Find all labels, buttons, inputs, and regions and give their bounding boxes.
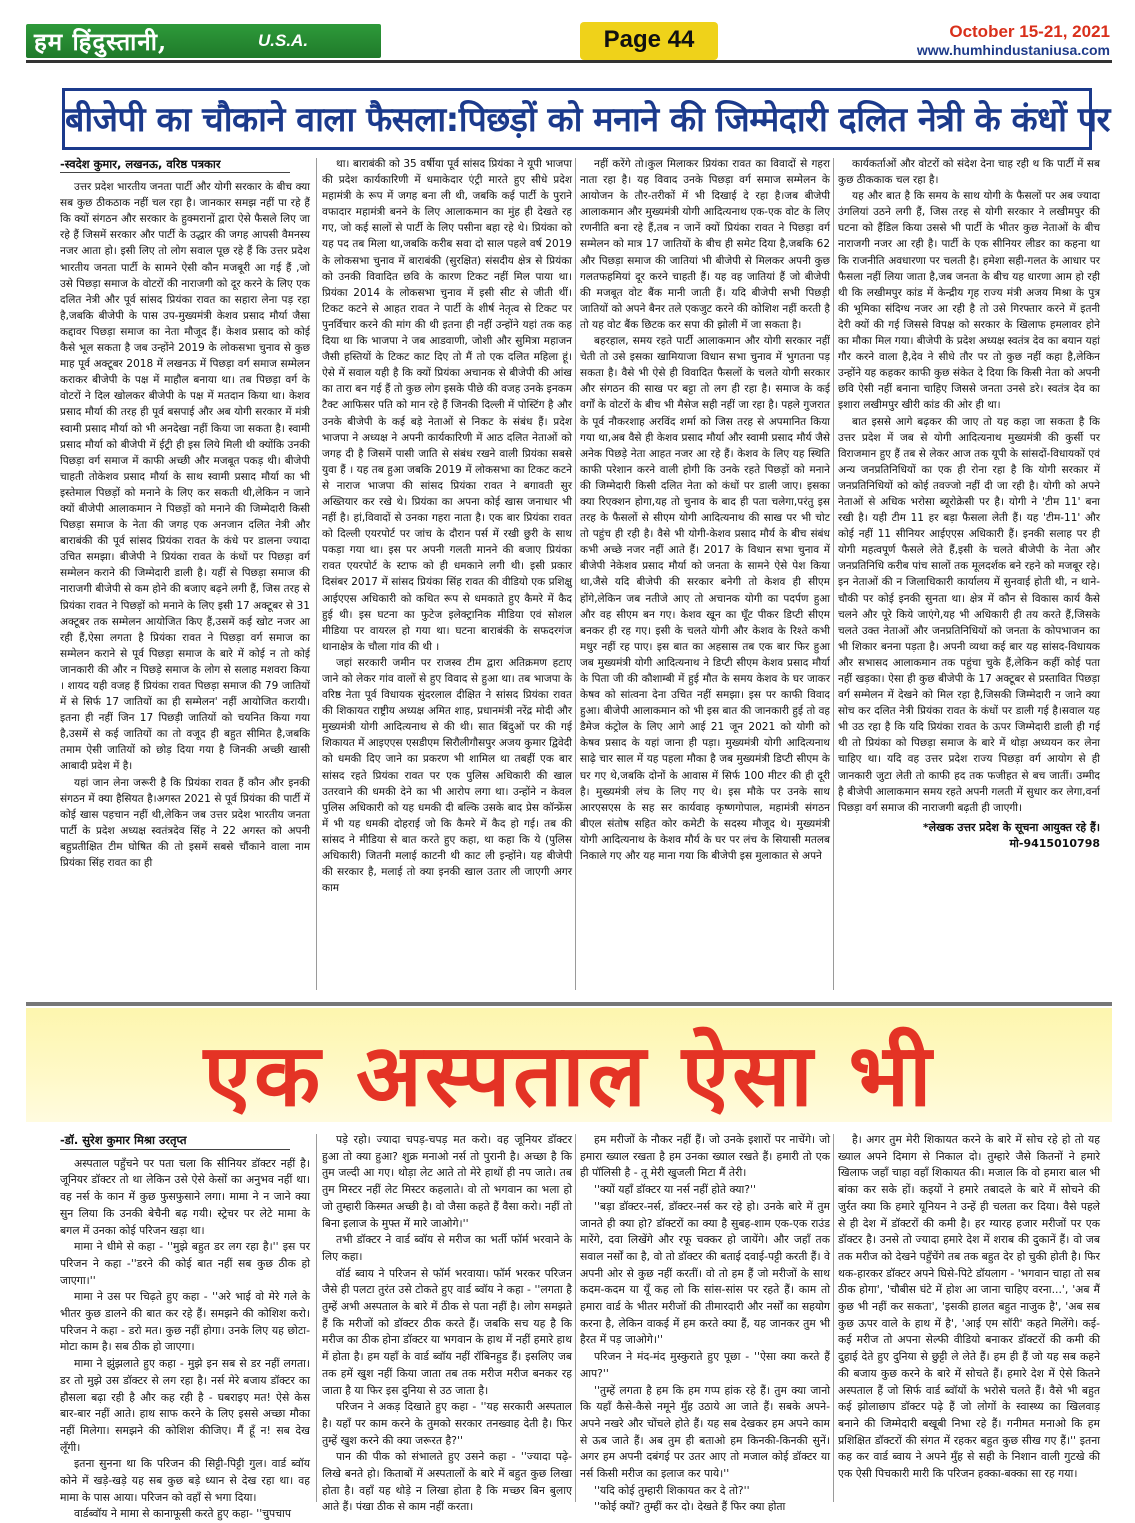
paragraph: ''कोई क्यों? तुम्हीं कर दो। देखते हैं फिर क्या होता: [594, 1500, 786, 1514]
paragraph: तभी डॉक्टर ने वार्ड ब्वॉय से मरीज का भर्ती फॉर्म भरवाने के लिए कहा।: [322, 1233, 572, 1263]
brand-logo: [26, 24, 381, 58]
masthead: [26, 20, 1112, 92]
column-rule: [833, 158, 834, 990]
story1-column-3: [580, 156, 830, 994]
paragraph: वॉर्ड ब्वाय ने परिजन से फॉर्म भरवाया। फॉर्म भरकर परिजन जैसे ही पलटा तुरंत उसे टोकते हुए वार्ड ब्वॉय ने कहा - ''लगता है तुम्हें अभी अस्पताल के बारे में ठीक से पता नहीं है। लोग समझते हैं कि मरीजों को डॉक्टर ठीक करते हैं। जबकि सच यह है कि मरीज का ठीक होना डॉक्टर या भगवान के हाथ में नहीं हमारे हाथ में होता है। हम यहाँ के वार्ड ब्वॉय नहीं रॉबिनहुड हैं। इसलिए जब तक हमें खुश नहीं किया जाता तब तक मरीज मरीज बनकर रह जाता है या फिर इस दुनिया से उठ जाता है।: [322, 1266, 572, 1397]
paragraph: मामा ने झुंझलाते हुए कहा - मुझे इन सब से डर नहीं लगता। डर तो मुझे उस डॉक्टर से लग रहा है। नर्स मेरे बजाय डॉक्टर का हौसला बढ़ा रही है और कह रही है - घबराइए मत! ऐसे केस बार-बार नहीं आते। हाथ साफ करने के लिए इससे अच्छा मौका नहीं मिलेगा। समझने की कोशिश कीजिए। मैं हूँ न! सब देख लूँगी।: [60, 1357, 310, 1454]
paragraph: यहां जान लेना जरूरी है कि प्रियंका रावत हैं कौन और इनकी संगठन में क्या हैसियत है।अगस्त 2021 से पूर्व प्रियंका की पार्टी में कोई खास पहचान नहीं थी,लेकिन जब उत्तर प्रदेश भारतीय जनता पार्टी के प्रदेश अध्यक्ष स्वतंत्रदेव सिंह ने 22 अगस्त को अपनी बहुप्रतीक्षित टीम घोषित की तो इसमें सबसे चौंकाने वाला नाम प्रियंका सिंह रावत का ही: [60, 776, 310, 870]
paragraph: कार्यकर्ताओं और वोटरों को संदेश देना चाह रही थ कि पार्टी में सब कुछ ठीककाक चल रहा है।: [838, 158, 1100, 187]
website-link[interactable]: www.humhindustaniusa.com: [916, 42, 1110, 58]
masthead-rule: [26, 60, 1112, 63]
issue-date: October 15-21, 2021: [949, 22, 1110, 41]
story2-byline: -डॉ. सुरेश कुमार मिश्रा उरतृप्त: [60, 1133, 187, 1147]
story1-column-1: [60, 156, 310, 994]
author-note: *लेखक उत्तर प्रदेश के सूचना आयुक्त रहे हैं।: [922, 820, 1100, 834]
story2-column-3: [580, 1132, 830, 1514]
paragraph: पड़े रहो। ज्यादा चपड़-चपड़ मत करो। वह जूनियर डॉक्टर हुआ तो क्या हुआ? शुक्र मनाओ नर्स तो पुरानी है। अच्छा है कि तुम जल्दी आ गए। थोड़ा लेट आते तो मेरे हाथों ही नप जाते। तब तुम मिस्टर नहीं लेट मिस्टर कहलाते। वो तो भगवान का भला हो जो तुम्हारी किस्मत अच्छी है। वो जैसा कहते हैं वैसा करो। नहीं तो बिना इलाज के मुफ्त में मारे जाओगे।'': [322, 1133, 572, 1230]
paragraph: अस्पताल पहुँचने पर पता चला कि सीनियर डॉक्टर नहीं है। जूनियर डॉक्टर तो था लेकिन उसे ऐसे केसों का अनुभव नहीं था। वह नर्स के कान में कुछ फुसफुसाने लगा। मामा ने न जाने क्या सुन लिया कि उनकी बेचैनी बढ़ गयी। स्ट्रेचर पर लेटे मामा के बगल में उनका कोई परिजन खड़ा था।: [60, 1156, 310, 1237]
paragraph: ''क्यों यहाँ डॉक्टर या नर्स नहीं होते क्या?'': [594, 1183, 756, 1197]
paragraph: बात इससे आगे बढ़कर की जाए तो यह कहा जा सकता है कि उत्तर प्रदेश में जब से योगी आदित्यनाथ मुख्यमंत्री की कुर्सी पर विराजमान हुए हैं तब से लेकर आज तक यूपी के सांसदों-विधायकों एवं अन्य जनप्रतिनिधियों का एक ही रोना रहा है कि योगी सरकार में जनप्रतिनिधियों को कोई तवज्जो नहीं दी जा रही है। योगी को अपने नेताओं से अधिक भरोसा ब्यूरोक्रेसी पर है। योगी ने 'टीम 11' बना रखी है। यही टीम 11 हर बड़ा फैसला लेती हैं। यह 'टीम-11' और कोई नहीं 11 सीनियर आईएएस अधिकारी हैं। इनकी सलाह पर ही योगी महत्वपूर्ण फैसले लेते हैं,इसी के चलते बीजेपी के नेता और जनप्रतिनिधि करीब पांच सालों तक मूलदर्शक बने रहने को मजबूर रहे। इन नेताओं की न जिलाधिकारी कार्यालय में सुनवाई होती थी, न थाने-चौकी पर कोई इनकी सुनता था। क्षेत्र में कौन से विकास कार्य कैसे चलने और पूरे किये जाएंगे,यह भी अधिकारी ही तय करते हैं,जिसके चलते उक्त नेताओं और जनप्रतिनिधियों को जनता के कोपभाजन का भी शिकार बनना पड़ता है। अपनी व्यथा कई बार यह सांसद-विधायक और सभासद आलाकमान तक पहुंचा चुके हैं,लेकिन कहीं कोई पता नहीं खड़का। ऐसा ही कुछ बीजेपी के 17 अक्टूबर से प्रस्तावित पिछड़ा वर्ग सम्मेलन में देखने को मिल रहा है,जिसकी जिम्मेदारी न जाने क्या सोच कर दलित नेत्री प्रियंका रावत के कंधों पर डाली गई है।सवाल यह भी उठ रहा है कि यदि प्रियंका रावत के ऊपर जिम्मेदारी डाली ही गई थी तो प्रियंका को पिछड़ा समाज के बारे में थोड़ा अध्ययन कर लेना चाहिए था। यदि वह उत्तर प्रदेश राज्य पिछड़ा वर्ग आयोग से ही जानकारी जुटा लेती तो काफी हद तक फजीहत से बच जातीं। उम्मीद है बीजेपी आलाकमान समय रहते अपनी गलती में सुधार कर लेगा,वर्ना पिछड़ा वर्ग समाज की नाराजगी बढ़ती ही जाएगी।: [838, 415, 1100, 814]
paragraph: हम मरीजों के नौकर नहीं हैं। जो उनके इशारों पर नाचेंगे। जो हमारा ख्याल रखता है हम उनका ख्याल रखते हैं। हमारी तो एक ही पॉलिसी है - तू मेरी खुजली मिटा मैं तेरी।: [580, 1133, 830, 1180]
story2-column-4: [838, 1132, 1100, 1504]
byline-rule: [60, 172, 290, 173]
paragraph: बहरहाल, समय रहते पार्टी आलाकमान और योगी सरकार नहीं चेती तो उसे इसका खामियाजा विधान सभा चुनाव में भुगतना पड़ सकता है। वैसे भी ऐसे ही विवादित फैसलों के चलते योगी सरकार और संगठन की साख पर बट्टा तो लग ही रहा है। समाज के कई वर्गों के वोटरों के बीच भी मैसेज सही नहीं जा रहा है। पहले गुजरात के पूर्व नौकरशाह अरविंद शर्मा को जिस तरह से अपमानित किया गया था,अब वैसे ही केशव प्रसाद मौर्या और स्वामी प्रसाद मौर्य जैसे अनेक पिछड़े नेता आहत नजर आ रहे हैं। केशव के लिए यह स्थिति काफी परेशान करने वाली होगी कि उनके रहते पिछड़ों को मनाने की जिम्मेदारी किसी दलित नेता को कंधों पर डाली जाए। इसका क्या रिएक्शन होगा,यह तो चुनाव के बाद ही पता चलेगा,परंतु इस तरह के फैसलों से सीएम योगी आदित्यनाथ की साख पर भी चोट तो पहुंच ही रही है। वैसे भी योगी-केशव प्रसाद मौर्य के बीच संबंध कभी अच्छे नजर नहीं आते हैं। 2017 के विधान सभा चुनाव में बीजेपी नेकेशव प्रसाद मौर्या को जनता के सामने ऐसे पेश किया था,जैसे यदि बीजेपी की सरकार बनेगी तो केशव ही सीएम होंगे,लेकिन जब नतीजे आए तो अचानक योगी का पदर्पण हुआ और वह सीएम बन गए। केशव खून का घूँट पीकर डिप्टी सीएम बनकर ही रह गए। इसी के चलते योगी और केशव के रिश्ते कभी मधुर नहीं रह पाए। इस बात का अहसास तब एक बार फिर हुआ जब मुख्यमंत्री योगी आदित्यनाथ ने डिप्टी सीएम केशव प्रसाद मौर्या के पिता जी की कौशाम्बी में हुई मौत के समय केशव के घर जाकर केषव को सांत्वना देना उचित नहीं समझा। इस पर काफी विवाद हुआ। बीजेपी आलाकमान को भी इस बात की जानकारी हुई तो वह डैमेज कंट्रोल के लिए आगे आई 21 जून 2021 को योगी को केषव प्रसाद के यहां जाना ही पड़ा। मुख्यमंत्री योगी आदित्यनाथ साढ़े चार साल में यह पहला मौका है जब मुख्यमंत्री डिप्टी सीएम के घर गए थे,जबकि दोनों के आवास में सिर्फ 100 मीटर की ही दूरी है। मुख्यमंत्री लंच के लिए गए थे। इस मौके पर उनके साथ आरएसएस के सह सर कार्यवाह कृष्णगोपाल, महामंत्री संगठन बीएल संतोष सहित कोर कमेटी के सदस्य मौजूद थे। मुख्यमंत्री योगी आदित्यनाथ के केशव मौर्य के घर पर लंच के सियासी मतलब निकाले गए और यह माना गया कि बीजेपी इस मुलाकात से अपने: [580, 335, 830, 863]
column-rule: [575, 1134, 576, 1502]
story2-column-1: [60, 1132, 310, 1521]
column-rule: [316, 1134, 317, 1502]
page-number: Page 44: [603, 26, 695, 53]
column-rule: [316, 158, 317, 990]
story2-banner: [26, 1008, 1112, 1126]
column-rule: [575, 158, 576, 990]
brand-suffix: U.S.A.: [258, 31, 309, 50]
story2-headline: एक अस्पताल ऐसा भी: [203, 1026, 935, 1126]
paragraph: था। बाराबंकी को 35 वर्षीया पूर्व सांसद प्रियंका ने यूपी भाजपा की प्रदेश कार्यकारिणी में धमाकेदार एंट्री मारते हुए सीधे प्रदेश महामंत्री के रूप में जगह बना ली थी, जबकि कई पार्टी के पुराने वफादार महामंत्री बनने के लिए आलाकमान का मुंह ही देखते रह गए, जो कई सालों से पार्टी के लिए पसीना बहा रहे थे। प्रियंका को यह पद तब मिला था,जबकि करीब सवा दो साल पहले वर्ष 2019 के लोकसभा चुनाव में बाराबंकी (सुरक्षित) संसदीय क्षेत्र से प्रियंका को उनकी विवादित छवि के कारण टिकट नहीं मिल पाया था। प्रियंका 2014 के लोकसभा चुनाव में इसी सीट से जीती थीं। टिकट कटने से आहत रावत ने पार्टी के शीर्ष नेतृत्व से टिकट पर पुनर्विचार करने की मांग की थी इतना ही नहीं उन्होंने यहां तक कह दिया था कि भाजपा ने जब आडवाणी, जोशी और सुमित्रा महाजन जैसी हस्तियों के टिकट काट दिए तो मैं तो एक दलित महिला हूं। ऐसे में सवाल यही है कि क्यों प्रियंका अचानक से बीजेपी की आंख का तारा बन गई हैं तो कुछ लोग इसके पीछे की वजह उनके इनकम टैक्ट आफिसर पति को मान रहे हैं जिनकी दिल्ली में पोस्टिंग है और उनके बीजेपी के कई बड़े नेताओं से निकट के संबंध हैं। प्रदेश भाजपा ने अध्यक्ष ने अपनी कार्यकारिणी में आठ दलित नेताओं को जगह दी है जिसमें पासी जाति से संबंध रखने वाली प्रियंका सबसे युवा हैं । यह तब हुआ जबकि 2019 में लोकसभा का टिकट कटने से नाराज भाजपा की सांसद प्रियंका रावत ने बगावती सुर अख्तियार कर रखे थे। प्रियंका का अपना कोई खास जनाधार भी नहीं है। हां,विवादों से उनका गहरा नाता है। एक बार प्रियंका रावत को दिल्ली एयरपोर्ट पर जांच के दौरान पर्स में रखी छुरी के साथ पकड़ा गया था। इस पर अपनी गलती मानने की बजाए प्रियंका रावत एयरपोर्ट के स्टाफ को ही धमकाने लगी थी। इसी प्रकार दिसंबर 2017 में सांसद प्रियंका सिंह रावत की वीडियो एक प्रशिक्षु आईएएस अधिकारी को कथित रूप से धमकाते हुए कैमरे में कैद हुई थी। इस घटना का फुटेज इलेक्ट्रानिक मीडिया एवं सोशल मीडिया पर वायरल हो गया था। घटना बाराबंकी के सफदरगंज थानाक्षेत्र के चौला गांव की थी ।: [322, 158, 572, 653]
story1-headline-box: [62, 88, 1110, 150]
paragraph: पान की पीक को संभालते हुए उसने कहा - ''ज्यादा पढ़े-लिखे बनते हो। किताबों में अस्पतालों के बारे में बहुत कुछ लिखा होता है। वहाँ यह थोड़े न लिखा होता है कि मच्छर बिन बुलाए आते हैं। पंखा ठीक से काम नहीं करता।: [322, 1450, 572, 1514]
paragraph: है। अगर तुम मेरी शिकायत करने के बारे में सोच रहे हो तो यह ख्याल अपने दिमाग से निकाल दो। तुम्हारे जैसे कितनों ने हमारे खिलाफ जहाँ चाहा वहाँ शिकायत की। मजाल कि वो हमारा बाल भी बांका कर सके हों। कइयों ने हमारे तबादले के बारे में सोचने की जुर्रत क्या कि हमारे यूनियन ने उन्हें ही चलता कर दिया। वैसे पहले से ही देश में डॉक्टरों की कमी है। हर ग्यारह हजार मरीजों पर एक डॉक्टर है। उनसे तो ज्यादा हमारे देश में शराब की दुकानें हैं। वो जब तक मरीज को देखने पहुँचेंगे तब तक बहुत देर हो चुकी होती है। फिर थक-हारकर डॉक्टर अपने घिसे-पिटे डॉयलाग - 'भगवान चाहा तो सब ठीक होगा', 'चौबीस घंटे में होश आ जाना चाहिए वरना...', 'अब मैं कुछ भी नहीं कर सकता', 'इसकी हालत बहुत नाजुक है', 'अब सब कुछ ऊपर वाले के हाथ में है', 'आई एम सॉरी' कहते मिलेंगे। कई-कई मरीज तो अपना सेल्फी वीडियो बनाकर डॉक्टरों की कमी की दुहाई देते हुए दुनिया से छुट्टी ले लेते हैं। हम ही हैं जो यह सब कहने की बजाय कुछ करने के बारे में सोचते हैं। हमारे देश में ऐसे कितने अस्पताल हैं जो सिर्फ वार्ड ब्वॉयों के भरोसे चलते हैं। वैसे भी बहुत कई झोलाछाप डॉक्टर पढ़े हैं जो लोगों के स्वास्थ्य का खिलवाड़ बनाने की जिम्मेदारी बखूबी निभा रहे हैं। गनीमत मनाओ कि हम प्रशिक्षित डॉक्टरों की संगत में रहकर बहुत कुछ सीख गए हैं।'' इतना कह कर वार्ड ब्वाय ने अपने मुँह से सही के निशान वाली गुटखे की एक ऐसी पिचकारी मारी कि परिजन हक्का-बक्का सा रह गया।: [838, 1133, 1101, 1481]
paragraph: ''तुम्हें लगता है हम कि हम गप्प हांक रहे हैं। तुम क्या जानो कि यहाँ कैसे-कैसे नमूने मुँह उठाये आ जाते हैं। सबके अपने-अपने नखरे और चोंचले होते हैं। यह सब देखकर हम अपने काम से ऊब जाते हैं। अब तुम ही बताओ हम किनकी-किनकी सुनें। अगर हम अपनी दबंगई पर उतर आए तो मजाल कोई डॉक्टर या नर्स किसी मरीज का इलाज कर पाये।'': [580, 1383, 830, 1481]
paragraph: इतना सुनना था कि परिजन की सिट्टी-पिट्टी गुल। वार्ड ब्वॉय कोने में खड़े-खड़े यह सब कुछ बड़े ध्यान से देख रहा था। वह मामा के पास आया। परिजन को वहाँ से भगा दिया।: [60, 1457, 310, 1504]
paragraph: ''यदि कोई तुम्हारी शिकायत कर दे तो?'': [594, 1483, 750, 1497]
story1-byline: -स्वदेश कुमार, लखनऊ, वरिष्ठ पत्रकार: [60, 157, 221, 171]
story-divider: [26, 1002, 1112, 1006]
paragraph: जहां सरकारी जमीन पर राजस्व टीम द्वारा अतिक्रमण हटाए जाने को लेकर गांव वालों से हुए विवाद से हुआ था। तब भाजपा के वरिष्ठ नेता पूर्व विधायक सुंदरलाल दीक्षित ने सांसद प्रियंका रावत की शिकायत राष्ट्रीय अध्यक्ष अमित शाह, प्रधानमंत्री नरेंद्र मोदी और मुख्यमंत्री योगी आदित्यनाथ से की थी। सात बिंदुओं पर की गई शिकायत में आइएएस एसडीएम सिरौलीगौसपुर अजय कुमार द्विवेदी को धमकी दिए जाने का प्रकरण भी शामिल था तबहीं एक बार सांसद रहते प्रियंका रावत पर एक पुलिस अधिकारी की खाल उतरवाने की धमकी देने का भी आरोप लगा था। उन्होंने न केवल पुलिस अधिकारी को यह धमकी दी बल्कि उसके बाद प्रेस कॉन्फ्रेंस में भी यह धमकी दोहराई जो कि कैमरे में कैद हो गई। तब की सांसद ने मीडिया से बात करते हुए कहा, था कहा कि ये (पुलिस अधिकारी) जितनी मलाई काटनी थी काट ली इन्होंने। यह बीजेपी की सरकार है, मलाई तो क्या इनकी खाल उतार ली जाएगी अगर काम: [322, 656, 572, 895]
paragraph: मामा ने उस पर चिढ़ते हुए कहा - ''अरे भाई वो मेरे गले के भीतर कुछ डालने की बात कर रहे हैं। समझने की कोशिश करो। परिजन ने कहा - डरो मत। कुछ नहीं होगा। उनके लिए यह छोटा-मोटा काम है। सब ठीक हो जाएगा।: [60, 1290, 310, 1354]
story1-column-2: [322, 156, 572, 994]
story1-body: [60, 156, 1100, 994]
paragraph: मामा ने धीमे से कहा - ''मुझे बहुत डर लग रहा है।'' इस पर परिजन ने कहा -''डरने की कोई बात नहीं सब कुछ ठीक हो जाएगा।'': [60, 1240, 310, 1287]
page-number-tab: [580, 22, 718, 60]
paragraph: ''बड़ा डॉक्टर-नर्स, डॉक्टर-नर्स कर रहे हो। उनके बारे में तुम जानते ही क्या हो? डॉक्टरों का क्या है सुबह-शाम एक-एक राउंड मारेंगे, दवा लिखेंगे और रफू चक्कर हो जायेंगे। और जहाँ तक सवाल नर्सों का है, वो तो डॉक्टर की बताई दवाई-पट्टी करती हैं। वे अपनी ओर से कुछ नहीं करतीं। वो तो हम हैं जो मरीजों के साथ कदम-कदम या यूँ कह लो कि सांस-सांस पर रहते हैं। काम तो हमारा वार्ड के भीतर मरीजों की तीमारदारी और नर्सों का सहयोग करना है, लेकिन वाकई में हम करते क्या हैं, यह जानकर तुम भी हैरत में पड़ जाओगे।'': [580, 1199, 830, 1347]
paragraph: उत्तर प्रदेश भारतीय जनता पार्टी और योगी सरकार के बीच क्या सब कुछ ठीकठाक नहीं चल रहा है। जानकार समझ नहीं पा रहे हैं कि क्यों संगठन और सरकार के हुक्मरानों द्वारा ऐसे फैसले लिए जा रहे हैं जिसमें सरकार और पार्टी के उद्धार की जगह आपसी वैमनस्य नजर आता हो। इसी लिए तो लोग सवाल पूछ रहे हैं कि उत्तर प्रदेश भारतीय जनता पार्टी के सामने ऐसी कौन मजबूरी आ गई हैं ,जो उसे पिछड़ा समाज के वोटरों की नाराजगी को दूर करने के लिए एक दलित नेत्री और पूर्व सांसद प्रियंका रावत का सहारा लेना पड़ रहा है,जबकि बीजेपी के पास उप-मुख्यमंत्री केशव प्रसाद मौर्या जैसा कद्दावर पिछड़ा समाज का नेता मौजूद हैं। केशव प्रसाद को कोई कैसे भूल सकता है जब उन्होंने 2019 के लोकसभा चुनाव से कुछ माह पूर्व अक्टूबर 2018 में लखनऊ में पिछड़ा वर्ग समाज सम्मेलन कराकर बीजेपी के पक्ष में माहौल बनाया था। तब पिछड़ा वर्ग के वोटरों ने दिल खोलकर बीजेपी के पक्ष में मतदान किया था। केशव प्रसाद मौर्या की तरह ही पूर्व बसपाई और अब योगी सरकार में मंत्री स्वामी प्रसाद मौर्या को भी अनदेखा नहीं किया जा सकता है। स्वामी प्रसाद मौर्या को बीजेपी में ईट्री ही इस लिये मिली थी क्योंकि उनकी पिछड़ा वर्ग समाज में काफी अच्छी और मजबूत पकड़ थी। बीजेपी चाहती तोकेशव प्रसाद मौर्या के साथ स्वामी प्रसाद मौर्या का भी इस्तेमाल पिछड़ों को मनाने के लिए कर सकती थी,लेकिन न जाने क्यों बीजेपी आलाकमान ने पिछड़ों को मनाने की जिम्मेदारी किसी पिछड़ा समाज के नेता की जगह एक अनजान दलित नेत्री और बाराबंकी की पूर्व सांसद प्रियंका रावत के कंधे पर डालना ज्यादा उचित समझा। बीजेपी ने प्रियंका रावत के कंधों पर पिछड़ा वर्ग सम्मेलन कराने की जिम्मेदारी डाली है। यहीं से पिछड़ा समाज की नाराजगी बीजेपी से कम होने की बजाए बढ़ने लगी हैं, जिस तरह से प्रियंका रावत ने पिछड़ों को मनाने के लिए इसी 17 अक्टूबर से 31 अक्टूबर तक सम्मेलन आयोजित किए हैं,उसमें कई खोट नजर आ रही हैं,ऐसा लगता है प्रियंका रावत ने पिछड़ा वर्ग समाज का सम्मेलन कराने से पूर्व पिछड़ा समाज के बारे में कोई न तो कोई जानकारी की और न पिछड़े समाज के लोग से सलाह मशवरा किया । शायद यही वजह हैं प्रियंका रावत पिछड़ा समाज की 79 जातियों में से सिर्फ 17 जातियों का ही सम्मेलन' नहीं आयोजित करायी। इतना ही नहीं जिन 17 पिछड़ी जातियों को चयनित किया गया है,उसमें से कई जातियों का तो वजूद ही बहुत सीमित है,जबकि तमाम ऐसी जातियों को छोड़ दिया गया है जिनकी अच्छी खासी आबादी प्रदेश में है।: [60, 181, 310, 773]
paragraph: यह और बात है कि समय के साथ योगी के फैसलों पर अब ज्यादा उंगलियां उठने लगी हैं, जिस तरह से योगी सरकार ने लखीमपुर की घटना को हैंडिल किया उससे भी पार्टी के भीतर कुछ नेताओं के बीच नाराजगी नजर आ रही है। पार्टी के एक सीनियर लीडर का कहना था कि राजनीति अवधारणा पर चलती है। हमेशा सही-गलत के आधार पर फैसला नहीं लिया जाता है,जब जनता के बीच यह धारणा आम हो रही थी कि लखीमपुर कांड में केन्द्रीय गृह राज्य मंत्री अजय मिश्रा के पुत्र की भूमिका संदिग्ध नजर आ रही है तो उसे गिरफ्तार करने में इतनी देरी क्यों की गई जिससे विपक्ष को सरकार के खिलाफ हमलावर होने का मौका मिल गया। बीजेपी के प्रदेश अध्यक्ष स्वतंत्र देव का बयान यहां गौर करने वाला है,देव ने सीधे तौर पर तो कुछ नहीं कहा है,लेकिन उन्होंने यह कहकर काफी कुछ संकेत दे दिया कि किसी नेता को अपनी छवि ऐसी नहीं बनाना चाहिए जिससे जनता उनसे डरे। स्वतंत्र देव का इशारा लखीमपुर खीरी कांड की ओर ही था।: [838, 190, 1100, 412]
story2-body: [60, 1132, 1101, 1521]
story2-column-2: [322, 1132, 572, 1514]
story1-column-4: [838, 156, 1100, 994]
paragraph: परिजन ने अकड़ दिखाते हुए कहा - ''यह सरकारी अस्पताल है। यहाँ पर काम करने के तुमको सरकार तनख्वाह देती है। फिर तुम्हें खुश करने की क्या जरूरत है?'': [322, 1400, 572, 1447]
author-mobile: मो-9415010798: [1009, 836, 1100, 850]
story1-headline: बीजेपी का चौकाने वाला फैसला:पिछड़ों को मनाने की जिम्मेदारी दलित नेत्री के कंधों पर: [65, 100, 1110, 140]
brand-name: हम हिंदुस्तानी,: [34, 27, 168, 56]
column-rule: [833, 1134, 834, 1502]
paragraph: परिजन ने मंद-मंद मुस्कुराते हुए पूछा - ''ऐसा क्या करते हैं आप?'': [580, 1350, 830, 1380]
paragraph: वार्डब्वॉय ने मामा से कानाफूसी करते हुए कहा- ''चुपचाप: [74, 1507, 291, 1521]
paragraph: नहीं करेंगे तो।कुल मिलाकर प्रियंका रावत का विवादों से गहरा नाता रहा है। यह विवाद उनके पिछड़ा वर्ग समाज सम्मेलन के आयोजन के तौर-तरीकों में भी दिखाई दे रहा है।जब बीजेपी आलाकमान और मुख्यमंत्री योगी आदित्यनाथ एक-एक वोट के लिए रणनीति बना रहे हैं,तब न जानें क्यों प्रियंका रावत ने पिछड़ा वर्ग सम्मेलन को मात्र 17 जातियों के बीच ही समेट दिया है,जबकि 62 और पिछड़ा समाज की जातियां भी बीजेपी से मिलकर अपनी कुछ गलतफहमियां दूर करने चाहती हैं। यह वह जातियां हैं जो बीजेपी की मजबूत वोट बैंक मानी जाती हैं। यदि बीजेपी सभी पिछड़ी जातियों को अपने बैनर तले एकजुट करने की कोशिश नहीं करती है तो यह वोट बैंक छिटक कर सपा की झोली में जा सकता है।: [580, 158, 830, 331]
byline-rule: [60, 1149, 290, 1150]
